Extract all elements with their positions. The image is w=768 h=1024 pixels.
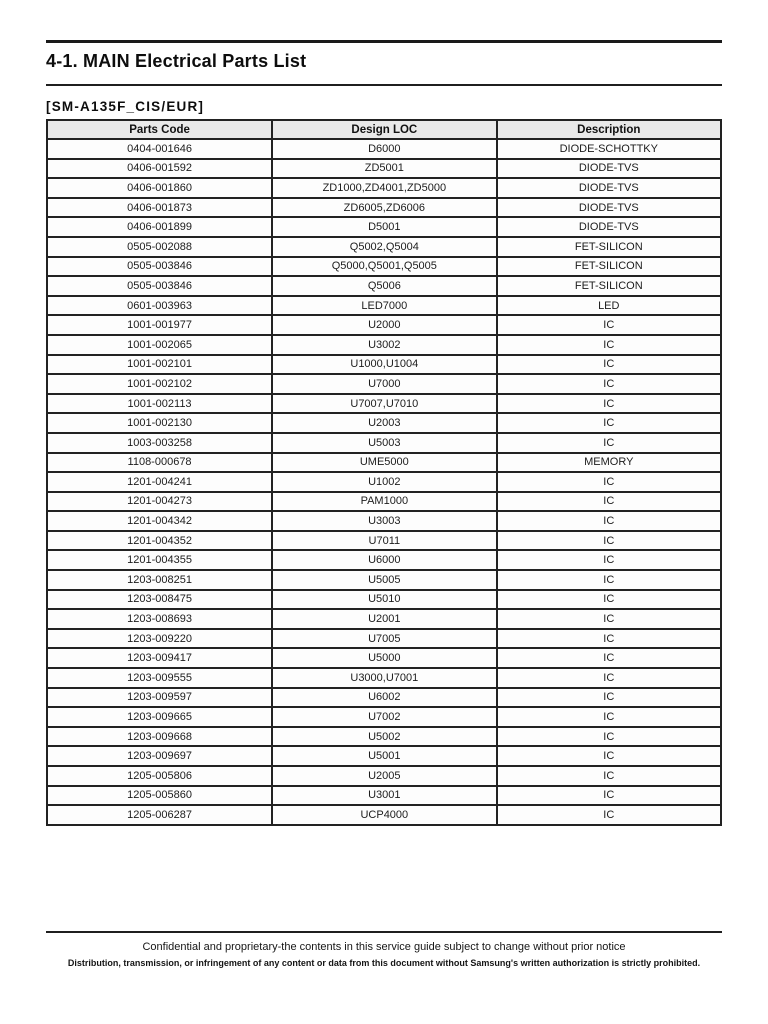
cell-parts-code: 1203-009220 xyxy=(47,629,272,649)
cell-description: IC xyxy=(497,668,721,688)
cell-design-loc: Q5002,Q5004 xyxy=(272,237,496,257)
cell-design-loc: U1000,U1004 xyxy=(272,355,496,375)
cell-description: IC xyxy=(497,511,721,531)
cell-description: IC xyxy=(497,531,721,551)
cell-description: IC xyxy=(497,786,721,806)
cell-parts-code: 1203-009668 xyxy=(47,727,272,747)
cell-parts-code: 1001-002113 xyxy=(47,394,272,414)
cell-parts-code: 0404-001646 xyxy=(47,139,272,159)
cell-parts-code: 1201-004273 xyxy=(47,492,272,512)
cell-design-loc: U5000 xyxy=(272,648,496,668)
cell-description: IC xyxy=(497,374,721,394)
cell-design-loc: ZD6005,ZD6006 xyxy=(272,198,496,218)
cell-parts-code: 1201-004352 xyxy=(47,531,272,551)
column-header-design-loc: Design LOC xyxy=(272,120,496,139)
cell-design-loc: ZD5001 xyxy=(272,159,496,179)
cell-parts-code: 0406-001873 xyxy=(47,198,272,218)
table-row xyxy=(47,296,721,316)
cell-description: IC xyxy=(497,609,721,629)
cell-design-loc: U3001 xyxy=(272,786,496,806)
column-header-parts-code: Parts Code xyxy=(47,120,272,139)
cell-parts-code: 1203-008693 xyxy=(47,609,272,629)
table-row xyxy=(47,217,721,237)
cell-parts-code: 1203-009665 xyxy=(47,707,272,727)
cell-design-loc: D5001 xyxy=(272,217,496,237)
cell-description: IC xyxy=(497,766,721,786)
table-row xyxy=(47,394,721,414)
cell-description: IC xyxy=(497,688,721,708)
cell-description: IC xyxy=(497,805,721,825)
cell-design-loc: Q5006 xyxy=(272,276,496,296)
cell-parts-code: 0406-001860 xyxy=(47,178,272,198)
cell-parts-code: 1001-002102 xyxy=(47,374,272,394)
cell-description: MEMORY xyxy=(497,453,721,473)
table-row xyxy=(47,511,721,531)
cell-description: DIODE-TVS xyxy=(497,217,721,237)
cell-parts-code: 1203-009417 xyxy=(47,648,272,668)
table-row xyxy=(47,355,721,375)
cell-design-loc: U5010 xyxy=(272,590,496,610)
cell-description: IC xyxy=(497,707,721,727)
cell-parts-code: 1205-005806 xyxy=(47,766,272,786)
table-row xyxy=(47,413,721,433)
cell-description: IC xyxy=(497,335,721,355)
cell-parts-code: 0406-001899 xyxy=(47,217,272,237)
cell-description: LED xyxy=(497,296,721,316)
table-body xyxy=(47,139,721,825)
page-title: 4-1. MAIN Electrical Parts List xyxy=(46,51,307,71)
cell-description: IC xyxy=(497,570,721,590)
cell-parts-code: 1203-008251 xyxy=(47,570,272,590)
cell-parts-code: 1201-004355 xyxy=(47,550,272,570)
cell-description: DIODE-SCHOTTKY xyxy=(497,139,721,159)
table-row xyxy=(47,472,721,492)
table-row xyxy=(47,492,721,512)
cell-parts-code: 1201-004342 xyxy=(47,511,272,531)
cell-design-loc: U6002 xyxy=(272,688,496,708)
cell-parts-code: 0505-003846 xyxy=(47,257,272,277)
table-row xyxy=(47,198,721,218)
cell-design-loc: U2005 xyxy=(272,766,496,786)
table-row xyxy=(47,257,721,277)
table-row xyxy=(47,746,721,766)
cell-parts-code: 0505-003846 xyxy=(47,276,272,296)
table-row xyxy=(47,159,721,179)
cell-parts-code: 1001-002130 xyxy=(47,413,272,433)
cell-description: IC xyxy=(497,648,721,668)
cell-parts-code: 1205-006287 xyxy=(47,805,272,825)
cell-design-loc: U2003 xyxy=(272,413,496,433)
table-row xyxy=(47,766,721,786)
cell-description: FET-SILICON xyxy=(497,276,721,296)
table-row xyxy=(47,570,721,590)
top-rule xyxy=(46,40,722,43)
footer-confidential-notice: Confidential and proprietary-the contents in this service guide subject to change without prior notice xyxy=(142,941,626,953)
table-row xyxy=(47,178,721,198)
cell-parts-code: 1203-008475 xyxy=(47,590,272,610)
cell-design-loc: U3003 xyxy=(272,511,496,531)
table-row xyxy=(47,139,721,159)
cell-design-loc: U7002 xyxy=(272,707,496,727)
cell-description: IC xyxy=(497,472,721,492)
cell-design-loc: U1002 xyxy=(272,472,496,492)
parts-table xyxy=(46,119,722,826)
cell-design-loc: LED7000 xyxy=(272,296,496,316)
cell-parts-code: 1201-004241 xyxy=(47,472,272,492)
title-underline-rule xyxy=(46,84,722,86)
cell-design-loc: PAM1000 xyxy=(272,492,496,512)
cell-description: DIODE-TVS xyxy=(497,198,721,218)
table-row xyxy=(47,237,721,257)
cell-parts-code: 0406-001592 xyxy=(47,159,272,179)
cell-description: IC xyxy=(497,727,721,747)
table-row xyxy=(47,374,721,394)
cell-description: IC xyxy=(497,550,721,570)
table-row xyxy=(47,276,721,296)
table-row xyxy=(47,727,721,747)
cell-parts-code: 1108-000678 xyxy=(47,453,272,473)
cell-design-loc: U3002 xyxy=(272,335,496,355)
table-row xyxy=(47,805,721,825)
cell-parts-code: 0601-003963 xyxy=(47,296,272,316)
cell-design-loc: U2000 xyxy=(272,315,496,335)
cell-description: DIODE-TVS xyxy=(497,178,721,198)
cell-description: IC xyxy=(497,315,721,335)
cell-design-loc: U7000 xyxy=(272,374,496,394)
cell-description: IC xyxy=(497,746,721,766)
cell-description: IC xyxy=(497,629,721,649)
cell-design-loc: U7011 xyxy=(272,531,496,551)
parts-table-header xyxy=(47,120,721,139)
cell-parts-code: 1001-001977 xyxy=(47,315,272,335)
cell-design-loc: D6000 xyxy=(272,139,496,159)
cell-design-loc: U5005 xyxy=(272,570,496,590)
cell-description: IC xyxy=(497,355,721,375)
header-row xyxy=(47,120,721,139)
model-variant-label: [SM-A135F_CIS/EUR] xyxy=(46,99,205,114)
cell-design-loc: Q5000,Q5001,Q5005 xyxy=(272,257,496,277)
cell-parts-code: 1001-002065 xyxy=(47,335,272,355)
table-row xyxy=(47,629,721,649)
cell-design-loc: UME5000 xyxy=(272,453,496,473)
cell-description: IC xyxy=(497,492,721,512)
table-row xyxy=(47,609,721,629)
table-row xyxy=(47,335,721,355)
table-row xyxy=(47,433,721,453)
table-row xyxy=(47,531,721,551)
footer-distribution-notice: Distribution, transmission, or infringement of any content or data from this document without Samsung's written authorization is strictly prohibited. xyxy=(67,958,701,968)
cell-parts-code: 1203-009597 xyxy=(47,688,272,708)
cell-design-loc: U5002 xyxy=(272,727,496,747)
table-row xyxy=(47,668,721,688)
table-row xyxy=(47,786,721,806)
cell-parts-code: 1001-002101 xyxy=(47,355,272,375)
cell-parts-code: 1203-009697 xyxy=(47,746,272,766)
cell-design-loc: UCP4000 xyxy=(272,805,496,825)
cell-design-loc: U6000 xyxy=(272,550,496,570)
table-row xyxy=(47,707,721,727)
cell-parts-code: 1205-005860 xyxy=(47,786,272,806)
cell-description: IC xyxy=(497,394,721,414)
cell-description: IC xyxy=(497,433,721,453)
cell-design-loc: U5001 xyxy=(272,746,496,766)
table-row xyxy=(47,315,721,335)
cell-description: FET-SILICON xyxy=(497,257,721,277)
table-row xyxy=(47,453,721,473)
cell-description: FET-SILICON xyxy=(497,237,721,257)
cell-design-loc: U7005 xyxy=(272,629,496,649)
column-header-description: Description xyxy=(497,120,721,139)
cell-design-loc: ZD1000,ZD4001,ZD5000 xyxy=(272,178,496,198)
cell-design-loc: U2001 xyxy=(272,609,496,629)
table-row xyxy=(47,550,721,570)
cell-design-loc: U5003 xyxy=(272,433,496,453)
table-row xyxy=(47,688,721,708)
page-footer xyxy=(46,931,722,968)
cell-description: IC xyxy=(497,590,721,610)
table-row xyxy=(47,590,721,610)
cell-parts-code: 0505-002088 xyxy=(47,237,272,257)
cell-design-loc: U7007,U7010 xyxy=(272,394,496,414)
cell-parts-code: 1203-009555 xyxy=(47,668,272,688)
table-row xyxy=(47,648,721,668)
cell-description: IC xyxy=(497,413,721,433)
cell-description: DIODE-TVS xyxy=(497,159,721,179)
cell-design-loc: U3000,U7001 xyxy=(272,668,496,688)
cell-parts-code: 1003-003258 xyxy=(47,433,272,453)
